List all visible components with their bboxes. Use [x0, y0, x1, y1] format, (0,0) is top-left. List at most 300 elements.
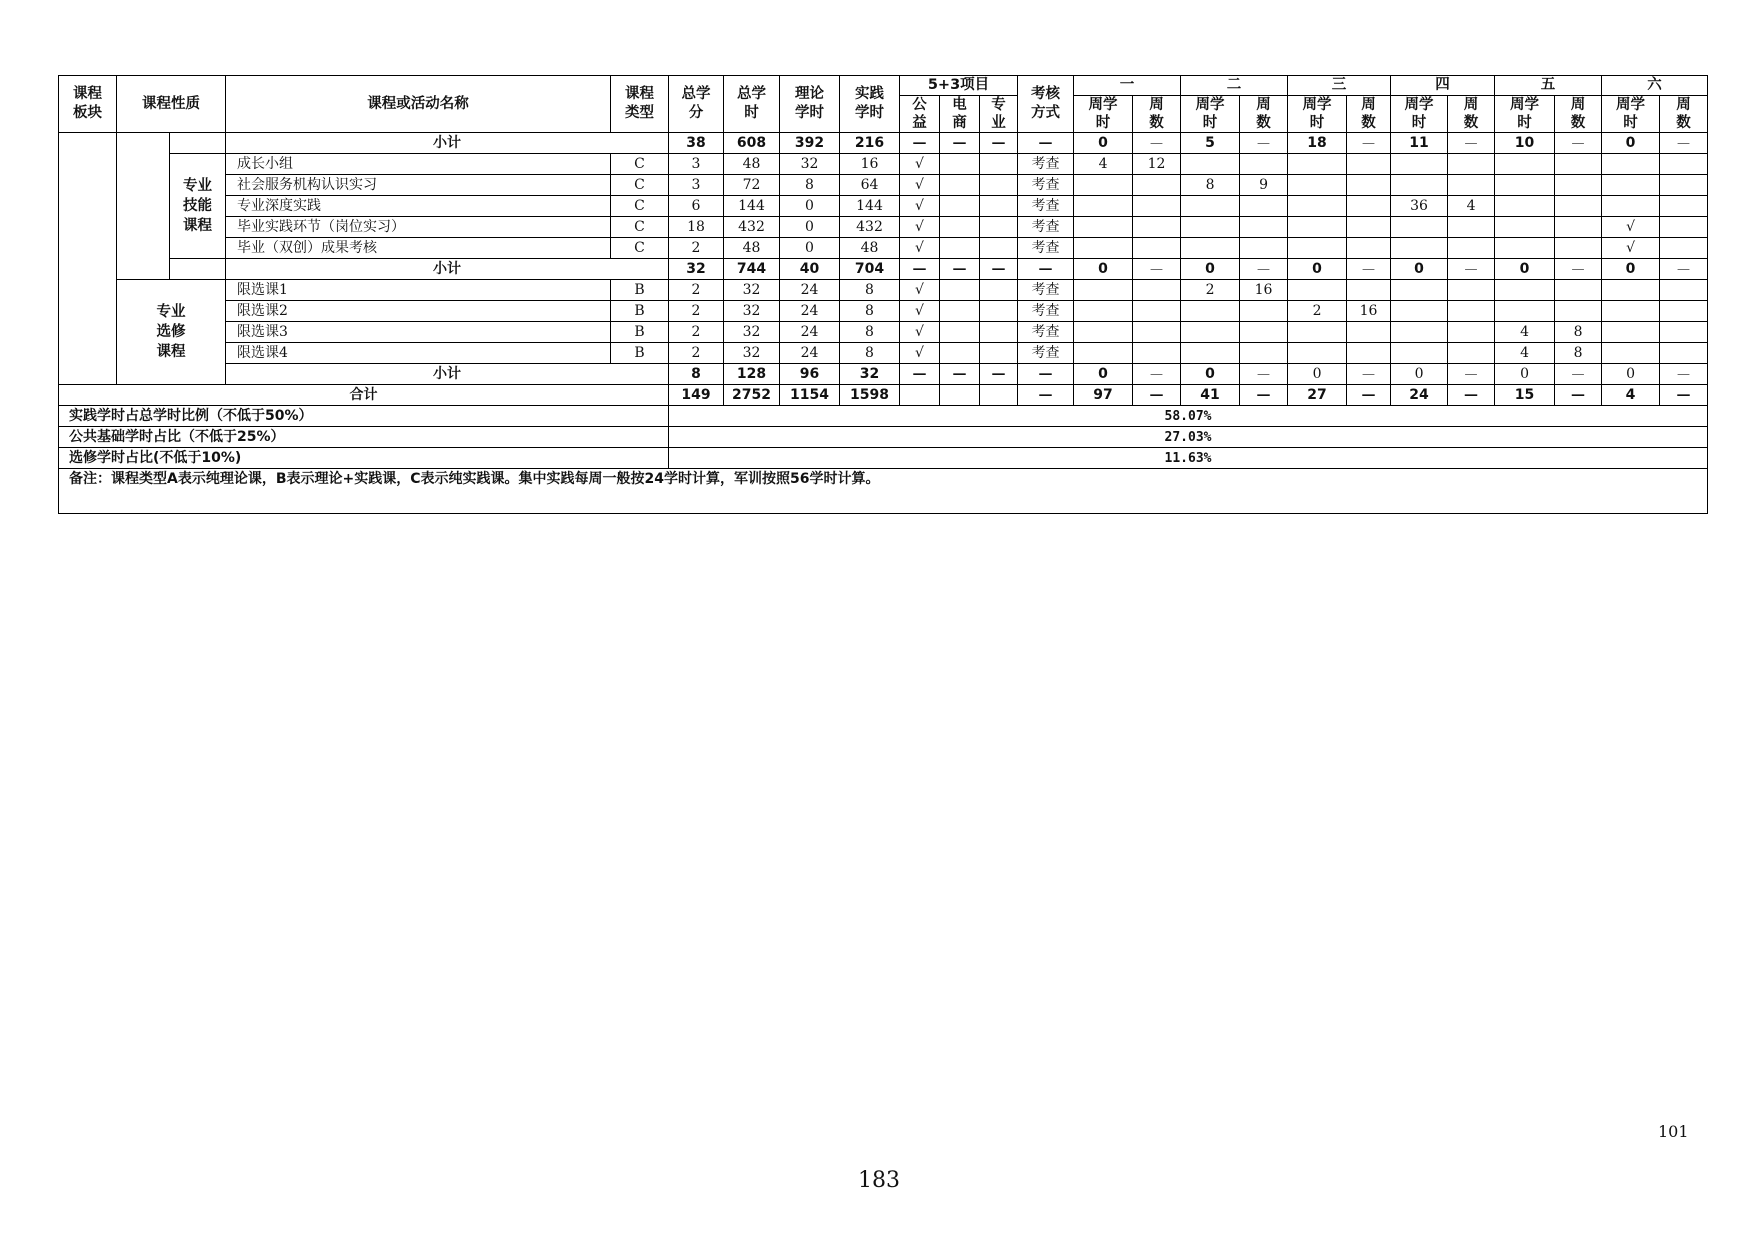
total-row [59, 385, 1708, 406]
subtotal-project-ds: — [940, 133, 980, 154]
sem5-weeks [1555, 238, 1602, 259]
sem5-weeks: — [1555, 364, 1602, 385]
sem4-week-hours: 11 [1391, 133, 1448, 154]
sem6-week-hours: √ [1602, 238, 1660, 259]
sem1-week-hours [1074, 343, 1133, 364]
project-zy-check [980, 196, 1018, 217]
subtotal-label: 小计 [226, 259, 669, 280]
header-week-hours: 周学 时 [1602, 96, 1660, 133]
sem5-week-hours [1495, 301, 1555, 322]
sem1-week-hours [1074, 175, 1133, 196]
sem4-week-hours: 0 [1391, 364, 1448, 385]
sem2-week-hours: 5 [1181, 133, 1240, 154]
sem4-weeks [1448, 154, 1495, 175]
sem6-week-hours [1602, 343, 1660, 364]
sem1-weeks [1133, 175, 1181, 196]
sem2-weeks [1240, 217, 1288, 238]
course-row [59, 301, 1708, 322]
sem1-weeks [1133, 280, 1181, 301]
curriculum-table [58, 75, 1708, 514]
course-name: 成长小组 [226, 154, 611, 175]
course-row [59, 343, 1708, 364]
header-semester-6: 六 [1602, 76, 1708, 96]
course-type: B [611, 322, 669, 343]
sem1-weeks [1133, 217, 1181, 238]
course-practice: 8 [840, 322, 900, 343]
course-name: 限选课4 [226, 343, 611, 364]
project-zy-check [980, 301, 1018, 322]
course-hours: 72 [724, 175, 780, 196]
subtotal-credits: 8 [669, 364, 724, 385]
header-weeks: 周 数 [1448, 96, 1495, 133]
sem5-week-hours [1495, 196, 1555, 217]
sem4-weeks [1448, 322, 1495, 343]
sem4-weeks [1448, 301, 1495, 322]
note-row [59, 469, 1708, 514]
total-theory: 1154 [780, 385, 840, 406]
project-zy-check [980, 175, 1018, 196]
sem1-week-hours: 0 [1074, 133, 1133, 154]
project-zy-check [980, 154, 1018, 175]
header-assessment: 考核 方式 [1018, 76, 1074, 133]
header-nature: 课程性质 [117, 76, 226, 133]
project-gy-check: √ [900, 238, 940, 259]
total-project-gy [900, 385, 940, 406]
project-ds-check [940, 280, 980, 301]
sem6-weeks: — [1660, 133, 1708, 154]
course-practice: 16 [840, 154, 900, 175]
total-practice: 1598 [840, 385, 900, 406]
sem1-weeks: 12 [1133, 154, 1181, 175]
course-theory: 24 [780, 322, 840, 343]
header-semester-4: 四 [1391, 76, 1495, 96]
sem3-week-hours [1288, 175, 1347, 196]
header-week-hours: 周学 时 [1288, 96, 1347, 133]
header-project-zhuanye: 专 业 [980, 96, 1018, 133]
course-name: 毕业实践环节（岗位实习） [226, 217, 611, 238]
curriculum-table-sheet [58, 75, 1706, 514]
project-gy-check: √ [900, 154, 940, 175]
course-type: C [611, 154, 669, 175]
course-type: B [611, 301, 669, 322]
sem4-weeks [1448, 238, 1495, 259]
sem3-weeks [1347, 217, 1391, 238]
course-assessment: 考查 [1018, 196, 1074, 217]
sem4-week-hours: 24 [1391, 385, 1448, 406]
sem1-week-hours [1074, 301, 1133, 322]
sem3-week-hours [1288, 343, 1347, 364]
subtotal-project-gy: — [900, 364, 940, 385]
course-hours: 48 [724, 154, 780, 175]
sem3-weeks: 16 [1347, 301, 1391, 322]
sem1-week-hours [1074, 217, 1133, 238]
sem6-week-hours: √ [1602, 217, 1660, 238]
sem2-weeks [1240, 238, 1288, 259]
course-practice: 144 [840, 196, 900, 217]
sem5-week-hours: 4 [1495, 322, 1555, 343]
header-course-type: 课程 类型 [611, 76, 669, 133]
project-ds-check [940, 322, 980, 343]
sem5-week-hours: 0 [1495, 364, 1555, 385]
project-gy-check: √ [900, 175, 940, 196]
subtotal-theory: 40 [780, 259, 840, 280]
course-row [59, 280, 1708, 301]
total-assessment: — [1018, 385, 1074, 406]
sem5-weeks: — [1555, 133, 1602, 154]
sem2-weeks [1240, 154, 1288, 175]
course-credits: 3 [669, 175, 724, 196]
sem3-week-hours [1288, 280, 1347, 301]
ratio-label: 选修学时占比(不低于10%) [59, 448, 669, 469]
sem6-weeks [1660, 196, 1708, 217]
course-row [59, 175, 1708, 196]
empty-cell [170, 133, 226, 154]
sem6-week-hours: 4 [1602, 385, 1660, 406]
sem2-weeks [1240, 196, 1288, 217]
project-gy-check: √ [900, 196, 940, 217]
module-cell [59, 133, 117, 385]
subtotal-label: 小计 [226, 364, 669, 385]
project-ds-check [940, 343, 980, 364]
sem5-weeks [1555, 217, 1602, 238]
sem6-weeks [1660, 301, 1708, 322]
course-assessment: 考查 [1018, 217, 1074, 238]
sem2-week-hours: 41 [1181, 385, 1240, 406]
sem3-week-hours: 2 [1288, 301, 1347, 322]
sem6-weeks: — [1660, 259, 1708, 280]
course-theory: 24 [780, 301, 840, 322]
course-credits: 2 [669, 343, 724, 364]
project-gy-check: √ [900, 301, 940, 322]
subtotal-project-gy: — [900, 133, 940, 154]
course-theory: 8 [780, 175, 840, 196]
course-practice: 8 [840, 343, 900, 364]
course-type: C [611, 196, 669, 217]
page-number-center: 183 [858, 1168, 900, 1193]
header-project-dianshang: 电 商 [940, 96, 980, 133]
sem4-week-hours: 0 [1391, 259, 1448, 280]
header-practice-hours: 实践 学时 [840, 76, 900, 133]
nature-spacer-cell [117, 133, 170, 280]
subtotal-assessment: — [1018, 259, 1074, 280]
course-assessment: 考查 [1018, 175, 1074, 196]
course-credits: 3 [669, 154, 724, 175]
course-row [59, 322, 1708, 343]
sem2-week-hours [1181, 238, 1240, 259]
course-practice: 64 [840, 175, 900, 196]
course-hours: 32 [724, 343, 780, 364]
sem6-weeks: — [1660, 364, 1708, 385]
course-assessment: 考查 [1018, 238, 1074, 259]
header-semester-1: 一 [1074, 76, 1181, 96]
sem4-week-hours [1391, 238, 1448, 259]
project-ds-check [940, 154, 980, 175]
sem6-week-hours: 0 [1602, 259, 1660, 280]
header-weeks: 周 数 [1347, 96, 1391, 133]
subtotal-project-zy: — [980, 364, 1018, 385]
sem2-week-hours: 2 [1181, 280, 1240, 301]
sem6-weeks: — [1660, 385, 1708, 406]
sem1-week-hours [1074, 322, 1133, 343]
course-type: B [611, 280, 669, 301]
header-total-credits: 总学 分 [669, 76, 724, 133]
sem5-weeks [1555, 196, 1602, 217]
sem1-week-hours [1074, 280, 1133, 301]
course-theory: 0 [780, 238, 840, 259]
subtotal-practice: 32 [840, 364, 900, 385]
subtotal-row [59, 259, 1708, 280]
empty-cell [170, 259, 226, 280]
header-semester-3: 三 [1288, 76, 1391, 96]
header-week-hours: 周学 时 [1181, 96, 1240, 133]
sem2-weeks [1240, 343, 1288, 364]
sem1-weeks: — [1133, 133, 1181, 154]
subtotal-project-ds: — [940, 259, 980, 280]
course-assessment: 考查 [1018, 154, 1074, 175]
sem2-weeks: — [1240, 364, 1288, 385]
course-row [59, 154, 1708, 175]
sem4-week-hours [1391, 280, 1448, 301]
sem2-weeks: 9 [1240, 175, 1288, 196]
sem4-week-hours: 36 [1391, 196, 1448, 217]
sem5-week-hours [1495, 238, 1555, 259]
sem2-week-hours [1181, 154, 1240, 175]
sem5-weeks [1555, 154, 1602, 175]
header-total-hours: 总学 时 [724, 76, 780, 133]
sem4-week-hours [1391, 175, 1448, 196]
course-name: 专业深度实践 [226, 196, 611, 217]
sem5-weeks [1555, 175, 1602, 196]
sem5-week-hours [1495, 175, 1555, 196]
course-type: C [611, 238, 669, 259]
header-week-hours: 周学 时 [1074, 96, 1133, 133]
course-theory: 0 [780, 196, 840, 217]
header-row-1 [59, 76, 1708, 96]
sem3-weeks: — [1347, 364, 1391, 385]
sem6-week-hours [1602, 280, 1660, 301]
subtotal-assessment: — [1018, 133, 1074, 154]
sem3-weeks [1347, 175, 1391, 196]
sem2-weeks: — [1240, 385, 1288, 406]
sem6-weeks [1660, 238, 1708, 259]
project-ds-check [940, 238, 980, 259]
subtotal-theory: 392 [780, 133, 840, 154]
course-theory: 24 [780, 280, 840, 301]
ratio-value: 58.07% [669, 406, 1708, 427]
header-weeks: 周 数 [1555, 96, 1602, 133]
subtotal-credits: 38 [669, 133, 724, 154]
subtotal-assessment: — [1018, 364, 1074, 385]
sem1-weeks [1133, 322, 1181, 343]
course-hours: 32 [724, 322, 780, 343]
subtotal-hours: 744 [724, 259, 780, 280]
header-course-name: 课程或活动名称 [226, 76, 611, 133]
course-credits: 6 [669, 196, 724, 217]
subtotal-label: 小计 [226, 133, 669, 154]
sem2-week-hours [1181, 217, 1240, 238]
group-label-skills: 专业 技能 课程 [170, 154, 226, 259]
sem1-weeks [1133, 196, 1181, 217]
header-weeks: 周 数 [1660, 96, 1708, 133]
course-hours: 48 [724, 238, 780, 259]
course-practice: 432 [840, 217, 900, 238]
course-credits: 2 [669, 301, 724, 322]
header-theory-hours: 理论 学时 [780, 76, 840, 133]
project-gy-check: √ [900, 322, 940, 343]
sem4-weeks [1448, 343, 1495, 364]
sem5-week-hours: 10 [1495, 133, 1555, 154]
course-practice: 8 [840, 301, 900, 322]
project-gy-check: √ [900, 280, 940, 301]
sem4-weeks: — [1448, 385, 1495, 406]
sem3-week-hours [1288, 322, 1347, 343]
ratio-value: 11.63% [669, 448, 1708, 469]
total-label: 合计 [59, 385, 669, 406]
sem2-week-hours [1181, 322, 1240, 343]
sem4-weeks: — [1448, 259, 1495, 280]
ratio-label: 实践学时占总学时比例（不低于50%） [59, 406, 669, 427]
subtotal-row-top [59, 133, 1708, 154]
sem6-week-hours: 0 [1602, 364, 1660, 385]
course-practice: 8 [840, 280, 900, 301]
sem4-weeks: — [1448, 364, 1495, 385]
sem2-week-hours: 8 [1181, 175, 1240, 196]
sem1-week-hours [1074, 238, 1133, 259]
subtotal-credits: 32 [669, 259, 724, 280]
sem3-weeks [1347, 322, 1391, 343]
sem2-weeks [1240, 322, 1288, 343]
header-project-group: 5+3项目 [900, 76, 1018, 96]
sem4-week-hours [1391, 217, 1448, 238]
ratio-row [59, 427, 1708, 448]
course-name: 限选课1 [226, 280, 611, 301]
course-row [59, 217, 1708, 238]
header-week-hours: 周学 时 [1391, 96, 1448, 133]
sem6-week-hours [1602, 322, 1660, 343]
course-assessment: 考查 [1018, 343, 1074, 364]
course-hours: 432 [724, 217, 780, 238]
sem6-weeks [1660, 343, 1708, 364]
project-zy-check [980, 238, 1018, 259]
sem5-week-hours: 4 [1495, 343, 1555, 364]
course-assessment: 考查 [1018, 301, 1074, 322]
sem3-week-hours: 18 [1288, 133, 1347, 154]
course-theory: 24 [780, 343, 840, 364]
sem3-week-hours: 27 [1288, 385, 1347, 406]
ratio-row [59, 448, 1708, 469]
sem3-week-hours [1288, 196, 1347, 217]
header-module: 课程 板块 [59, 76, 117, 133]
sem1-week-hours [1074, 196, 1133, 217]
sem1-weeks: — [1133, 364, 1181, 385]
sem1-weeks [1133, 238, 1181, 259]
sem4-weeks: 4 [1448, 196, 1495, 217]
sem2-week-hours [1181, 343, 1240, 364]
sem3-week-hours [1288, 217, 1347, 238]
sem6-weeks [1660, 322, 1708, 343]
sem4-week-hours [1391, 322, 1448, 343]
sem3-weeks: — [1347, 259, 1391, 280]
sem2-weeks [1240, 301, 1288, 322]
course-hours: 32 [724, 280, 780, 301]
sem6-week-hours [1602, 196, 1660, 217]
ratio-row [59, 406, 1708, 427]
sem1-week-hours: 0 [1074, 259, 1133, 280]
sem6-weeks [1660, 154, 1708, 175]
project-ds-check [940, 301, 980, 322]
sem1-weeks: — [1133, 259, 1181, 280]
project-gy-check: √ [900, 217, 940, 238]
note-text: 备注：课程类型A表示纯理论课，B表示理论+实践课，C表示纯实践课。集中实践每周一般按24学时计算，军训按照56学时计算。 [59, 469, 1708, 514]
sem3-weeks [1347, 280, 1391, 301]
subtotal-project-zy: — [980, 133, 1018, 154]
course-assessment: 考查 [1018, 280, 1074, 301]
course-practice: 48 [840, 238, 900, 259]
header-semester-2: 二 [1181, 76, 1288, 96]
project-ds-check [940, 196, 980, 217]
ratio-value: 27.03% [669, 427, 1708, 448]
sem3-week-hours: 0 [1288, 364, 1347, 385]
sem2-weeks: — [1240, 133, 1288, 154]
group-label-electives: 专业 选修 课程 [117, 280, 226, 385]
sem2-week-hours: 0 [1181, 364, 1240, 385]
page-number-right: 101 [1658, 1122, 1689, 1141]
sem3-week-hours: 0 [1288, 259, 1347, 280]
total-project-ds [940, 385, 980, 406]
sem3-week-hours [1288, 238, 1347, 259]
total-hours: 2752 [724, 385, 780, 406]
sem1-week-hours: 4 [1074, 154, 1133, 175]
subtotal-hours: 128 [724, 364, 780, 385]
sem3-weeks [1347, 343, 1391, 364]
sem6-week-hours [1602, 175, 1660, 196]
header-week-hours: 周学 时 [1495, 96, 1555, 133]
sem5-weeks [1555, 301, 1602, 322]
course-type: B [611, 343, 669, 364]
subtotal-project-gy: — [900, 259, 940, 280]
sem4-week-hours [1391, 301, 1448, 322]
sem3-weeks [1347, 238, 1391, 259]
sem5-week-hours: 15 [1495, 385, 1555, 406]
sem3-weeks: — [1347, 385, 1391, 406]
sem5-weeks: 8 [1555, 322, 1602, 343]
sem5-week-hours [1495, 217, 1555, 238]
course-name: 毕业（双创）成果考核 [226, 238, 611, 259]
course-row [59, 238, 1708, 259]
sem1-weeks: — [1133, 385, 1181, 406]
sem4-weeks [1448, 280, 1495, 301]
project-zy-check [980, 322, 1018, 343]
project-zy-check [980, 280, 1018, 301]
sem1-week-hours: 0 [1074, 364, 1133, 385]
course-row [59, 196, 1708, 217]
sem5-weeks [1555, 280, 1602, 301]
sem4-week-hours [1391, 343, 1448, 364]
sem2-week-hours: 0 [1181, 259, 1240, 280]
sem2-week-hours [1181, 301, 1240, 322]
sem2-weeks: 16 [1240, 280, 1288, 301]
course-credits: 18 [669, 217, 724, 238]
project-zy-check [980, 217, 1018, 238]
subtotal-project-zy: — [980, 259, 1018, 280]
sem6-weeks [1660, 175, 1708, 196]
header-semester-5: 五 [1495, 76, 1602, 96]
sem6-weeks [1660, 280, 1708, 301]
sem5-week-hours [1495, 280, 1555, 301]
header-weeks: 周 数 [1240, 96, 1288, 133]
sem1-week-hours: 97 [1074, 385, 1133, 406]
subtotal-theory: 96 [780, 364, 840, 385]
